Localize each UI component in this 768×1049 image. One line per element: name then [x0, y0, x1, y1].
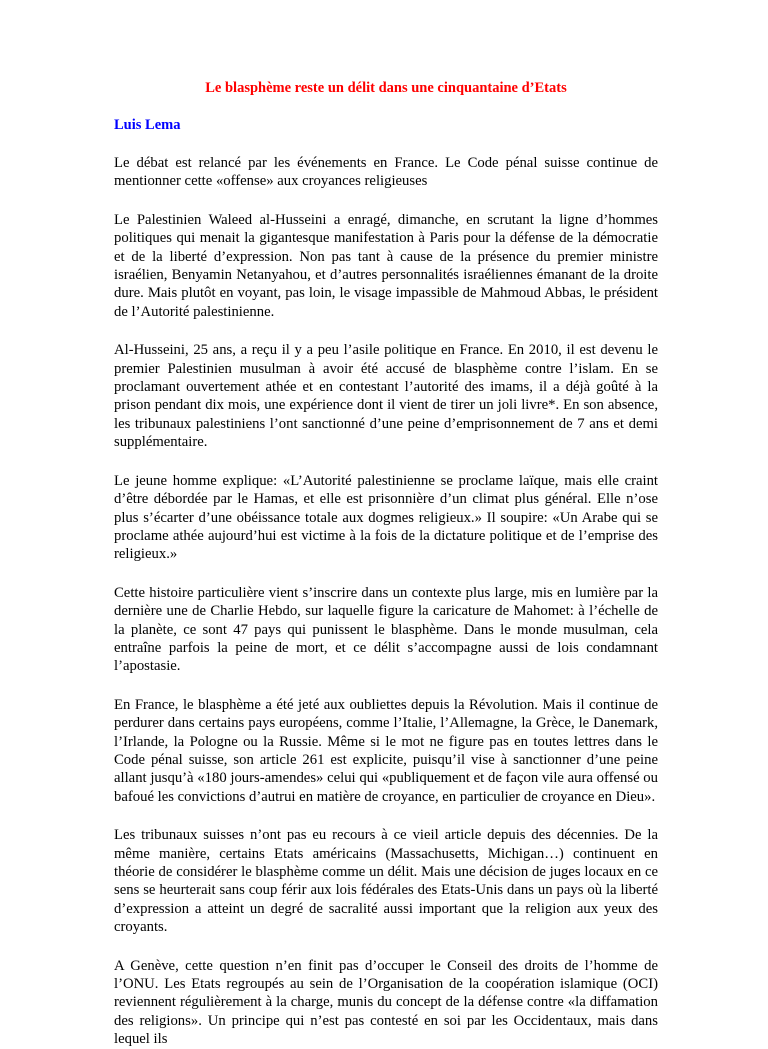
article-title: Le blasphème reste un délit dans une cinquantaine d’Etats: [205, 80, 567, 96]
article-paragraph: A Genève, cette question n’en finit pas d’occuper le Conseil des droits de l’homme de l’ONU. Les Etats regroupés au sein de l’Organisation de la coopération islamique (OCI) reviennent régulièrement à la charge, munis du concept de la défense contre «la diffamation des religions». Un principe qui n’est pas contesté en soi par les Occidentaux, mais dans lequel ils: [114, 957, 658, 1048]
article-paragraph: Cette histoire particulière vient s’inscrire dans un contexte plus large, mis en lumière par la dernière une de Charlie Hebdo, sur laquelle figure la caricature de Mahomet: à l’échelle de la planète, ce sont 47 pays qui punissent le blasphème. Dans le monde musulman, cela entraîne parfois la peine de mort, et ce délit s’accompagne aussi de lois condamnant l’apostasie.: [114, 584, 658, 675]
article-paragraph: En France, le blasphème a été jeté aux oubliettes depuis la Révolution. Mais il continue de perdurer dans certains pays européens, comme l’Italie, l’Allemagne, la Grèce, le Danemark, l’Irlande, la Pologne ou la Russie. Même si le mot ne figure pas en toutes lettres dans le Code pénal suisse, son article 261 est explicite, puisqu’il vise à sanctionner d’une peine allant jusqu’à «180 jours-amendes» celui qui «publiquement et de façon vile aura offensé ou bafoué les convictions d’autrui en matière de croyance, en particulier de croyance en Dieu».: [114, 696, 658, 805]
article-paragraph: Les tribunaux suisses n’ont pas eu recours à ce vieil article depuis des décennies. De la même manière, certains Etats américains (Massachusetts, Michigan…) continuent en théorie de considérer le blasphème comme un délit. Mais une décision de juges locaux en ce sens se heurterait sans coup férir aux lois fédérales des Etats-Unis dans un pays où la liberté d’expression a atteint un degré de sacralité aussi important que la religion aux yeux des croyants.: [114, 827, 658, 936]
article-paragraph: Le jeune homme explique: «L’Autorité palestinienne se proclame laïque, mais elle craint d’être débordée par le Hamas, et elle est prisonnière d’un climat plus général. Elle n’ose plus s’écarter d’une obéissance totale aux dogmes religieux.» Il soupire: «Un Arabe qui se proclame athée aujourd’hui est victime à la fois de la dictature politique et de l’emprise des religieux.»: [114, 472, 658, 563]
article-lead: Le débat est relancé par les événements en France. Le Code pénal suisse continue de mentionner cette «offense» aux croyances religieuses: [114, 155, 658, 190]
article-author: Luis Lema: [114, 117, 181, 133]
article-page: [114, 79, 658, 1049]
article-paragraph: Le Palestinien Waleed al-Husseini a enragé, dimanche, en scrutant la ligne d’hommes politiques qui menait la gigantesque manifestation à Paris pour la défense de la démocratie et de la liberté d’expression. Non pas tant à cause de la présence du premier ministre israélien, Benyamin Netanyahou, et d’autres personnalités israéliennes émanant de la droite dure. Mais plutôt en voyant, pas loin, le visage impassible de Mahmoud Abbas, le président de l’Autorité palestinienne.: [114, 211, 658, 320]
article-paragraph: Al-Husseini, 25 ans, a reçu il y a peu l’asile politique en France. En 2010, il est devenu le premier Palestinien musulman à avoir été accusé de blasphème contre l’islam. En se proclamant ouvertement athée et en contestant l’autorité des imams, il a déjà goûté à la prison pendant dix mois, une expérience dont il vient de tirer un joli livre*. En son absence, les tribunaux palestiniens l’ont sanctionné d’une peine d’emprisonnement de 7 ans et demi supplémentaire.: [114, 342, 658, 451]
